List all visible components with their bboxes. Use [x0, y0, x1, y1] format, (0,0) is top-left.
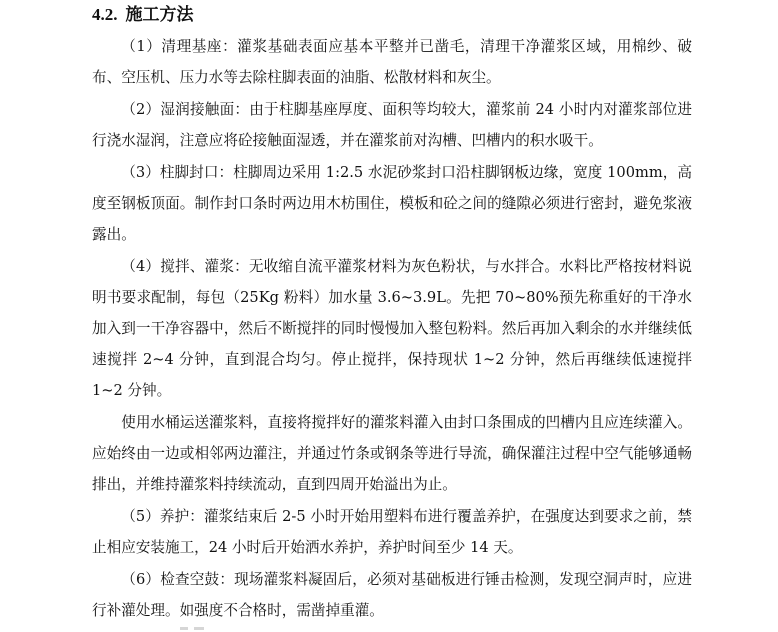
paragraph-curing: （5）养护：灌浆结束后 2-5 小时开始用塑料布进行覆盖养护，在强度达到要求之前，禁止相应安装施工，24 小时后开始洒水养护，养护时间至少 14 天。 — [92, 508, 692, 556]
paragraph-wet-surface: （2）湿润接触面：由于柱脚基座厚度、面积等均较大，灌浆前 24 小时内对灌浆部位进行浇水湿润，注意应将砼接触面湿透，并在灌浆前对沟槽、凹槽内的积水吸干。 — [92, 101, 692, 149]
section-heading — [92, 4, 194, 26]
section-number: 4.2. — [92, 5, 118, 24]
section-title: 施工方法 — [125, 5, 194, 25]
paragraph-grout-transport: 使用水桶运送灌浆料，直接将搅拌好的灌浆料灌入由封口条围成的凹槽内且应连续灌入。应始终由一边或相邻两边灌注，并通过竹条或钢条等进行导流，确保灌注过程中空气能够通畅排出，并维持灌浆料持续流动，直到四周开始溢出为止。 — [92, 414, 692, 493]
page-cut-edge — [180, 627, 220, 630]
paragraph-mixing-grouting: （4）搅拌、灌浆：无收缩自流平灌浆材料为灰色粉状，与水拌合。水料比严格按材料说明书要求配制，每包（25Kg 粉料）加水量 3.6~3.9L。先把 70~80%预先称重好的干净水加入到一干净容器中，然后不断搅拌的同时慢慢加入整包粉料。然后再加入剩余的水并继续低速搅拌 2~4 分钟，直到混合均匀。停止搅拌，保持现状 1~2 分钟，然后再继续低速搅拌 1~2 分钟。 — [92, 258, 692, 399]
paragraph-clean-base: （1）清理基座：灌浆基础表面应基本平整并已凿毛，清理干净灌浆区域，用棉纱、破布、空压机、压力水等去除柱脚表面的油脂、松散材料和灰尘。 — [92, 38, 692, 86]
paragraph-column-sealing: （3）柱脚封口：柱脚周边采用 1:2.5 水泥砂浆封口沿柱脚钢板边缘，宽度 100mm，高度至钢板顶面。制作封口条时两边用木枋围住，模板和砼之间的缝隙必须进行密封，避免浆液露出。 — [92, 164, 692, 243]
paragraph-hollow-check: （6）检查空鼓：现场灌浆料凝固后，必须对基础板进行锤击检测，发现空洞声时，应进行补灌处理。如强度不合格时，需凿掉重灌。 — [92, 571, 692, 619]
